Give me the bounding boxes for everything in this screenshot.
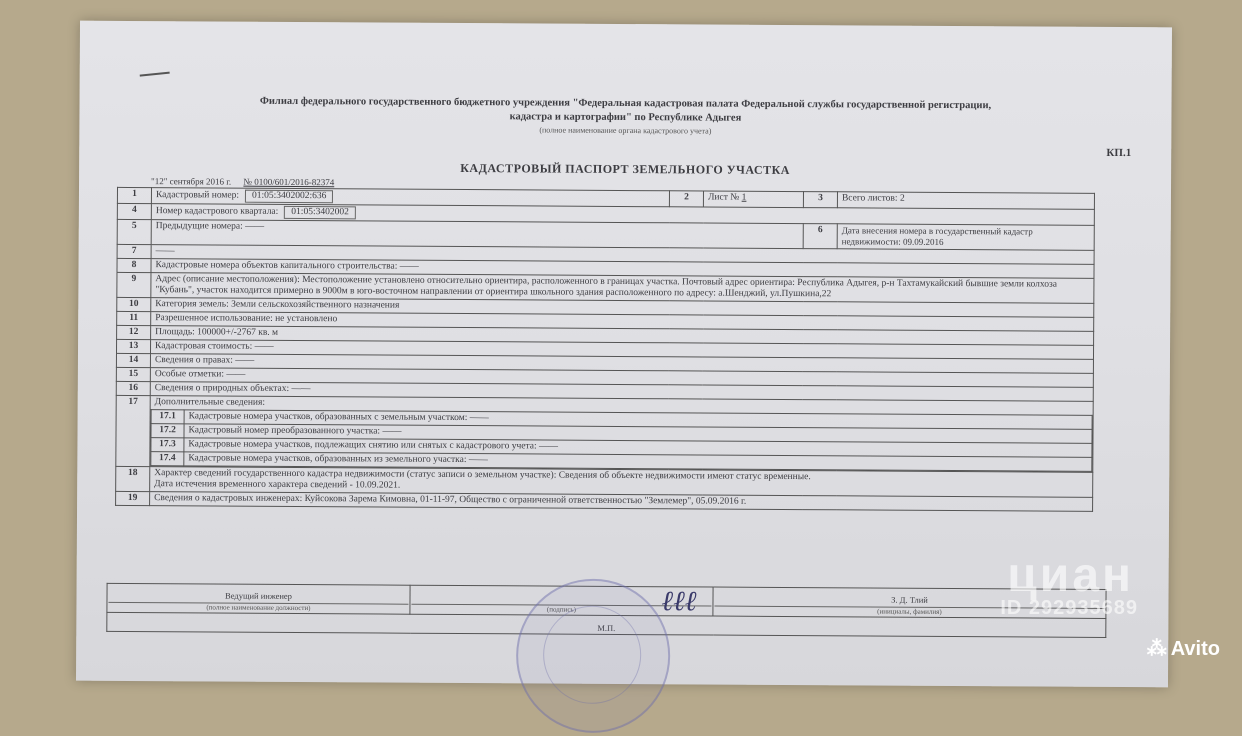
row-number: 10 bbox=[117, 297, 151, 311]
row-number: 3 bbox=[803, 192, 837, 208]
permitted-use: Разрешенное использование: не установлено bbox=[151, 312, 1094, 332]
rights-info: Сведения о правах: —— bbox=[150, 354, 1093, 374]
name-caption: (инициалы, фамилия) bbox=[714, 606, 1104, 617]
issuer-caption: (полное наименование органа кадастрового учета) bbox=[539, 125, 712, 136]
field-label: Дата внесения номера в государственный кадастр недвижимости: bbox=[841, 225, 1033, 247]
land-category: Категория земель: Земли сельскохозяйственного назначения bbox=[151, 298, 1094, 318]
row-number: 5 bbox=[117, 219, 151, 244]
position-cell bbox=[107, 583, 410, 614]
row-number: 17.3 bbox=[151, 438, 184, 452]
expiry-date: Дата истечения временного характера сведений - 10.09.2021. bbox=[154, 479, 401, 491]
entry-date-cell bbox=[837, 224, 1094, 251]
row-number: 1 bbox=[117, 187, 151, 203]
avito-watermark bbox=[1147, 636, 1220, 661]
additional-info-table bbox=[150, 409, 1092, 472]
table-row bbox=[116, 395, 1093, 472]
issue-date: "12" сентября 2016 г. bbox=[151, 176, 232, 187]
field-label: Кадастровые номера объектов капитального строительства: bbox=[155, 260, 398, 272]
total-sheets: 2 bbox=[899, 193, 905, 204]
sheet-number-cell bbox=[703, 191, 803, 208]
row-number: 18 bbox=[116, 466, 150, 491]
row-number: 17.1 bbox=[151, 410, 184, 424]
row-number: 11 bbox=[117, 311, 151, 325]
capital-objects: —— bbox=[399, 261, 419, 272]
transformed-plot: Кадастровый номер преобразованного участка: —— bbox=[184, 424, 1092, 444]
row-number: 8 bbox=[117, 258, 151, 272]
removed-plots: Кадастровые номера участков, подлежащих снятию или снятых с кадастрового учета: —— bbox=[184, 438, 1092, 458]
sheet-number: 1 bbox=[741, 192, 747, 203]
row-number: 15 bbox=[116, 367, 150, 381]
natural-objects: Сведения о природных объектах: —— bbox=[150, 382, 1093, 402]
row-number: 6 bbox=[803, 224, 837, 249]
issuer-line-2: кадастра и картографии" по Республике Адыгея bbox=[509, 111, 742, 124]
cadastral-value: Кадастровая стоимость: —— bbox=[150, 340, 1093, 360]
additional-info-label: Дополнительные сведения: bbox=[154, 397, 266, 408]
official-stamp bbox=[516, 578, 671, 733]
avito-dots-icon: ⁂ bbox=[1146, 638, 1167, 660]
row-number: 7 bbox=[117, 244, 151, 258]
address-description: Адрес (описание местоположения): Местоположение установлено относительно ориентира, расположенного в границах участка. Почтовый адрес ориентира: Республика Адыгея, р-н Тахтамукайский бывшие земли колхоза "Кубань", участок находится примерно в 9000м в юго-восточном направлении от ориентира школьного здания расположенного по адресу: а.Шенджий, ул.Пушкина,22 bbox=[151, 273, 1094, 304]
row-number: 4 bbox=[117, 203, 151, 219]
issue-number: № 0100/601/2016-82374 bbox=[243, 176, 335, 188]
previous-numbers: —— bbox=[245, 221, 265, 232]
row-number: 14 bbox=[116, 353, 150, 367]
issue-line bbox=[151, 176, 334, 187]
sign-caption: (подпись) bbox=[411, 604, 711, 615]
cadastral-number: 01:05:3402002:636 bbox=[245, 190, 333, 204]
listing-id-watermark: ID 292935689 bbox=[1000, 597, 1138, 619]
row-number: 17.2 bbox=[151, 424, 184, 438]
document-title: КАДАСТРОВЫЙ ПАСПОРТ ЗЕМЕЛЬНОГО УЧАСТКА bbox=[460, 160, 791, 178]
entry-date: 09.09.2016 bbox=[902, 236, 944, 247]
formed-with-plots: Кадастровые номера участков, образованных с земельным участком: —— bbox=[184, 410, 1092, 430]
additional-info-cell bbox=[150, 396, 1093, 473]
field-label: Номер кадастрового квартала: bbox=[155, 206, 279, 217]
row-number: 9 bbox=[117, 272, 151, 297]
row-number: 16 bbox=[116, 381, 150, 395]
cian-watermark: циан bbox=[1007, 549, 1134, 602]
row-number: 12 bbox=[117, 325, 151, 339]
position-caption: (полное наименование должности) bbox=[108, 602, 408, 613]
handwritten-signature: ℓℓℓ bbox=[661, 584, 697, 618]
avito-label: Avito bbox=[1170, 638, 1220, 660]
form-code: КП.1 bbox=[1106, 146, 1132, 160]
field-label: Всего листов: bbox=[841, 193, 898, 204]
signer-name: З. Д. Тлий bbox=[891, 594, 928, 605]
row-number: 17.4 bbox=[151, 452, 184, 466]
field-label: Лист № bbox=[707, 192, 740, 203]
total-sheets-cell bbox=[837, 192, 1094, 210]
area: Площадь: 100000+/-2767 кв. м bbox=[151, 326, 1094, 346]
row-number: 17 bbox=[116, 395, 150, 466]
passport-table bbox=[115, 187, 1095, 512]
issuer-line-1: Филиал федерального государственного бюджетного учреждения "Федеральная кадастровая палата Федеральной службы государственной регистрации, bbox=[259, 95, 992, 112]
stamp-label: М.П. bbox=[597, 622, 616, 633]
row-number: 13 bbox=[116, 339, 150, 353]
field-label: Кадастровый номер: bbox=[155, 190, 240, 201]
record-status: Характер сведений государственного кадастра недвижимости (статус записи о земельном участке): Сведения об объекте недвижимости имеют статус временные. bbox=[154, 468, 811, 483]
cadastral-engineers: Сведения о кадастровых инженерах: Куйсокова Зарема Кимовна, 01-11-97, Общество с ограниченной ответственностью "Землемер", 05.09.2016 г. bbox=[150, 492, 1093, 512]
field-label: Предыдущие номера: bbox=[155, 221, 243, 232]
row-number: 2 bbox=[669, 191, 703, 207]
formed-from-plots: Кадастровые номера участков, образованных из земельного участка: —— bbox=[184, 452, 1092, 472]
pen-mark bbox=[140, 72, 170, 77]
special-notes: Особые отметки: —— bbox=[150, 368, 1093, 388]
row-number: 19 bbox=[116, 491, 150, 505]
quarter-number: 01:05:3402002 bbox=[284, 206, 356, 219]
position: Ведущий инженер bbox=[225, 590, 292, 601]
row-7-value: —— bbox=[151, 245, 1094, 265]
